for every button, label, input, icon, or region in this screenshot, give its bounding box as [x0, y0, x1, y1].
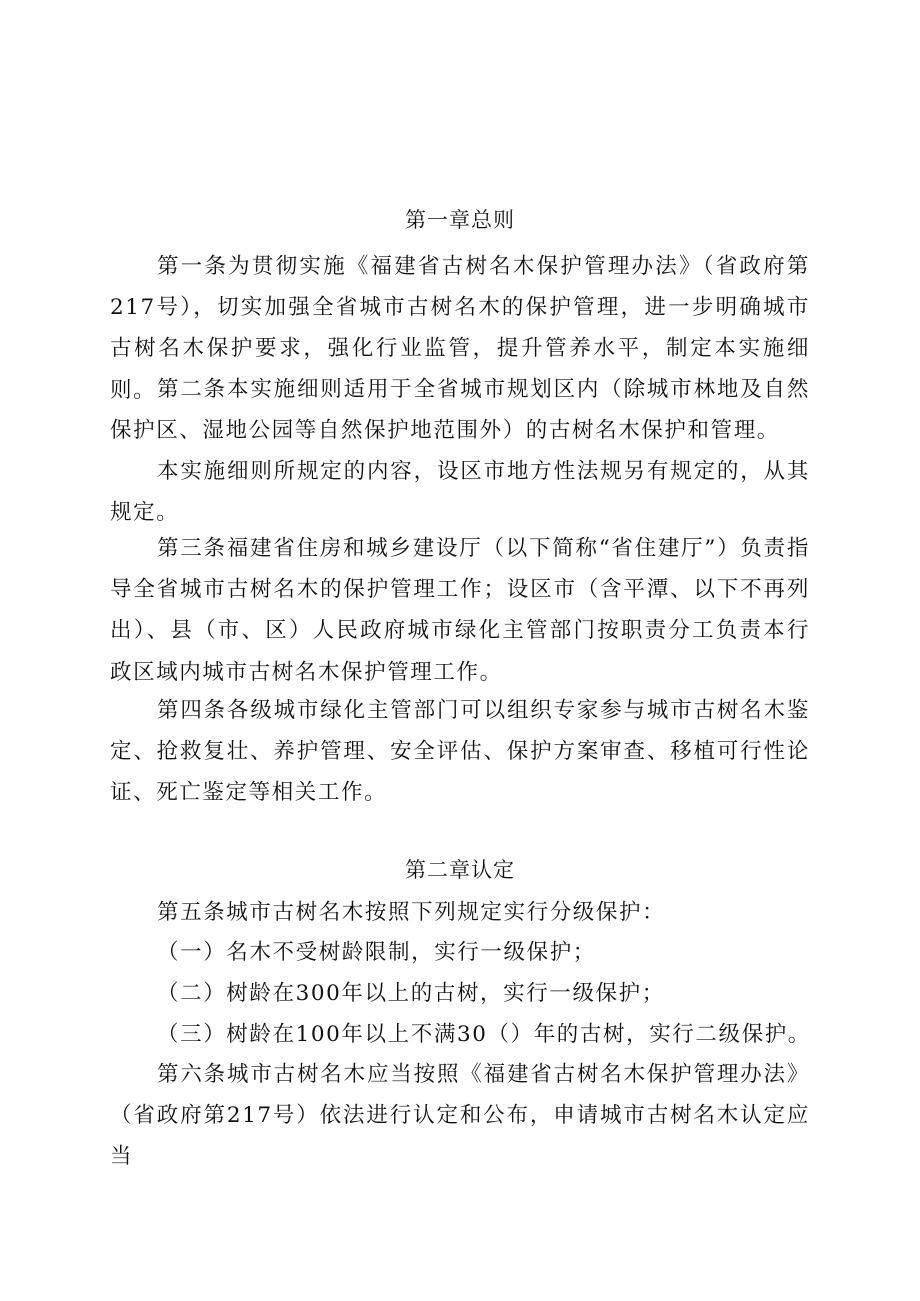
chapter-1-title: 第一章总则: [405, 208, 515, 232]
protection-level-item: （一）名木不受树龄限制，实行一级保护；: [157, 940, 596, 965]
article-6: 第六条城市古树名木应当按照《福建省古树名木保护管理办法》（省政府第217号）依法进行认定和公布，申请城市古树名木认定应当: [110, 1062, 810, 1170]
article-2: 第二条本实施细则适用于全省城市规划区内（除城市林地及自然保护区、湿地公园等自然保护地范围外）的古树名木保护和管理。: [110, 377, 810, 444]
article-3: 第三条福建省住房和城乡建设厅（以下简称“省住建厅”）负责指导全省城市古树名木的保护管理工作；设区市（含平潭、以下不再列出）、县（市、区）人民政府城市绿化主管部门按职责分工负责本行政区域内城市古树名木保护管理工作。: [110, 536, 810, 685]
protection-level-item: （二）树龄在300年以上的古树，实行一级保护；: [157, 981, 665, 1006]
protection-level-item: （三）树龄在100年以上不满30（）年的古树，实行二级保护。: [157, 1022, 811, 1047]
article-4: 第四条各级城市绿化主管部门可以组织专家参与城市古树名木鉴定、抢救复壮、养护管理、安全评估、保护方案审查、移植可行性论证、死亡鉴定等相关工作。: [110, 698, 810, 806]
chapter-2-title: 第二章认定: [405, 858, 515, 882]
article-2-supplement: 本实施细则所规定的内容，设区市地方性法规另有规定的，从其规定。: [110, 459, 810, 526]
article-5: 第五条城市古树名木按照下列规定实行分级保护：: [157, 900, 666, 925]
article-1: 第一条为贯彻实施《福建省古树名木保护管理办法》（省政府第217号），切实加强全省城市古树名木的保护管理，进一步明确城市古树名木保护要求，强化行业监管，提升管养水平，制定本实施细则。: [110, 254, 810, 403]
